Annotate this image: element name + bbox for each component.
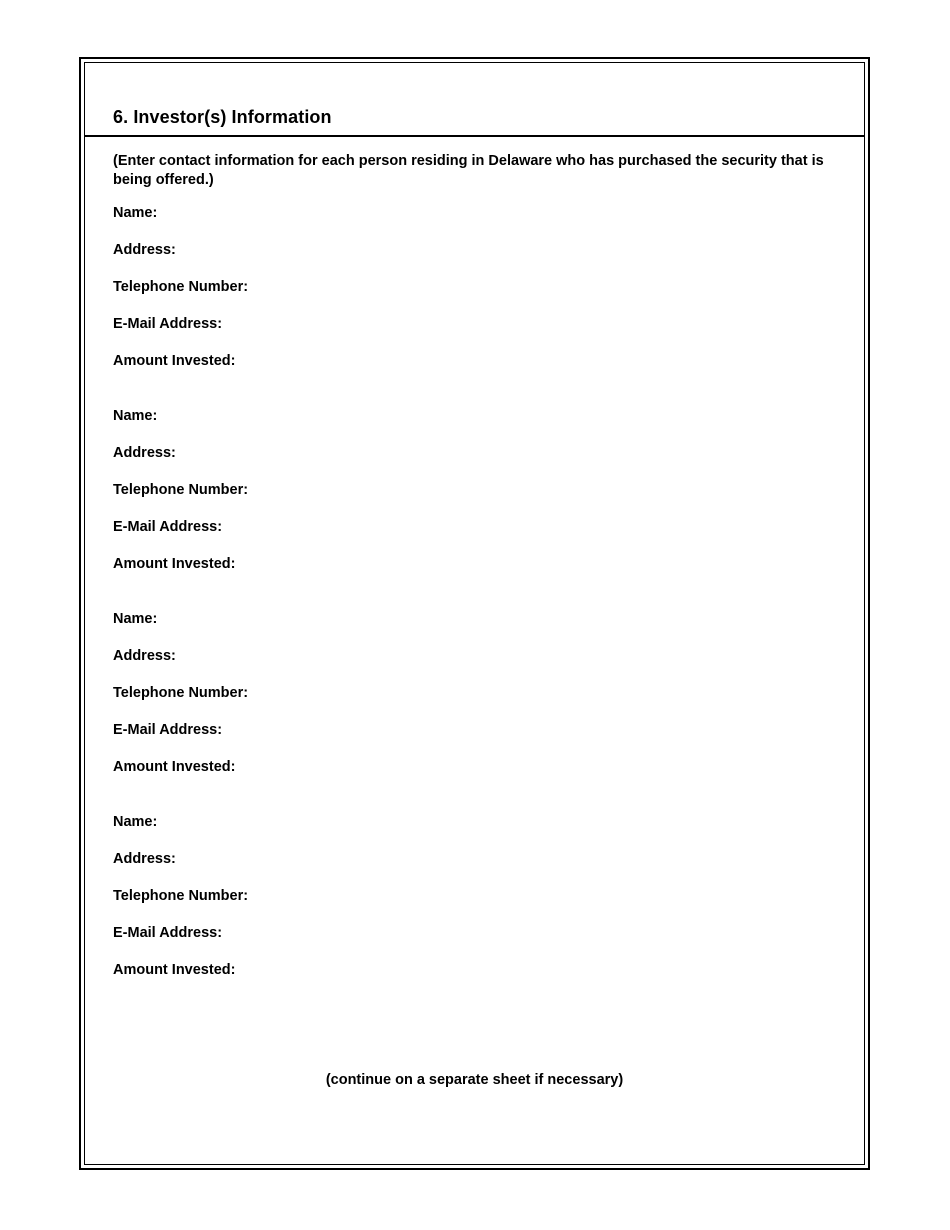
section-title: 6. Investor(s) Information	[113, 107, 332, 127]
investor-name-label: Name:	[113, 611, 158, 627]
investor-address-label: Address:	[113, 648, 176, 664]
investor-phone-label: Telephone Number:	[113, 888, 249, 904]
title-divider	[85, 135, 864, 137]
investor-email-label: E-Mail Address:	[113, 519, 223, 535]
investor-amount-label: Amount Invested:	[113, 759, 236, 775]
investor-email-label: E-Mail Address:	[113, 316, 223, 332]
investor-email-label: E-Mail Address:	[113, 722, 223, 738]
investor-phone-label: Telephone Number:	[113, 685, 249, 701]
investor-amount-label: Amount Invested:	[113, 353, 236, 369]
investor-name-label: Name:	[113, 205, 158, 221]
form-frame	[84, 62, 865, 1165]
investor-email-label: E-Mail Address:	[113, 925, 223, 941]
investor-name-label: Name:	[113, 408, 158, 424]
instructions-text: (Enter contact information for each person residing in Delaware who has purchased the security that is being offered.)	[113, 153, 824, 188]
investor-name-label: Name:	[113, 814, 158, 830]
investor-phone-label: Telephone Number:	[113, 482, 249, 498]
investor-address-label: Address:	[113, 242, 176, 258]
investor-address-label: Address:	[113, 851, 176, 867]
continuation-note: (continue on a separate sheet if necessary)	[325, 1072, 624, 1088]
investor-address-label: Address:	[113, 445, 176, 461]
investor-amount-label: Amount Invested:	[113, 962, 236, 978]
investor-phone-label: Telephone Number:	[113, 279, 249, 295]
investor-amount-label: Amount Invested:	[113, 556, 236, 572]
page-border-outer	[79, 57, 870, 1170]
